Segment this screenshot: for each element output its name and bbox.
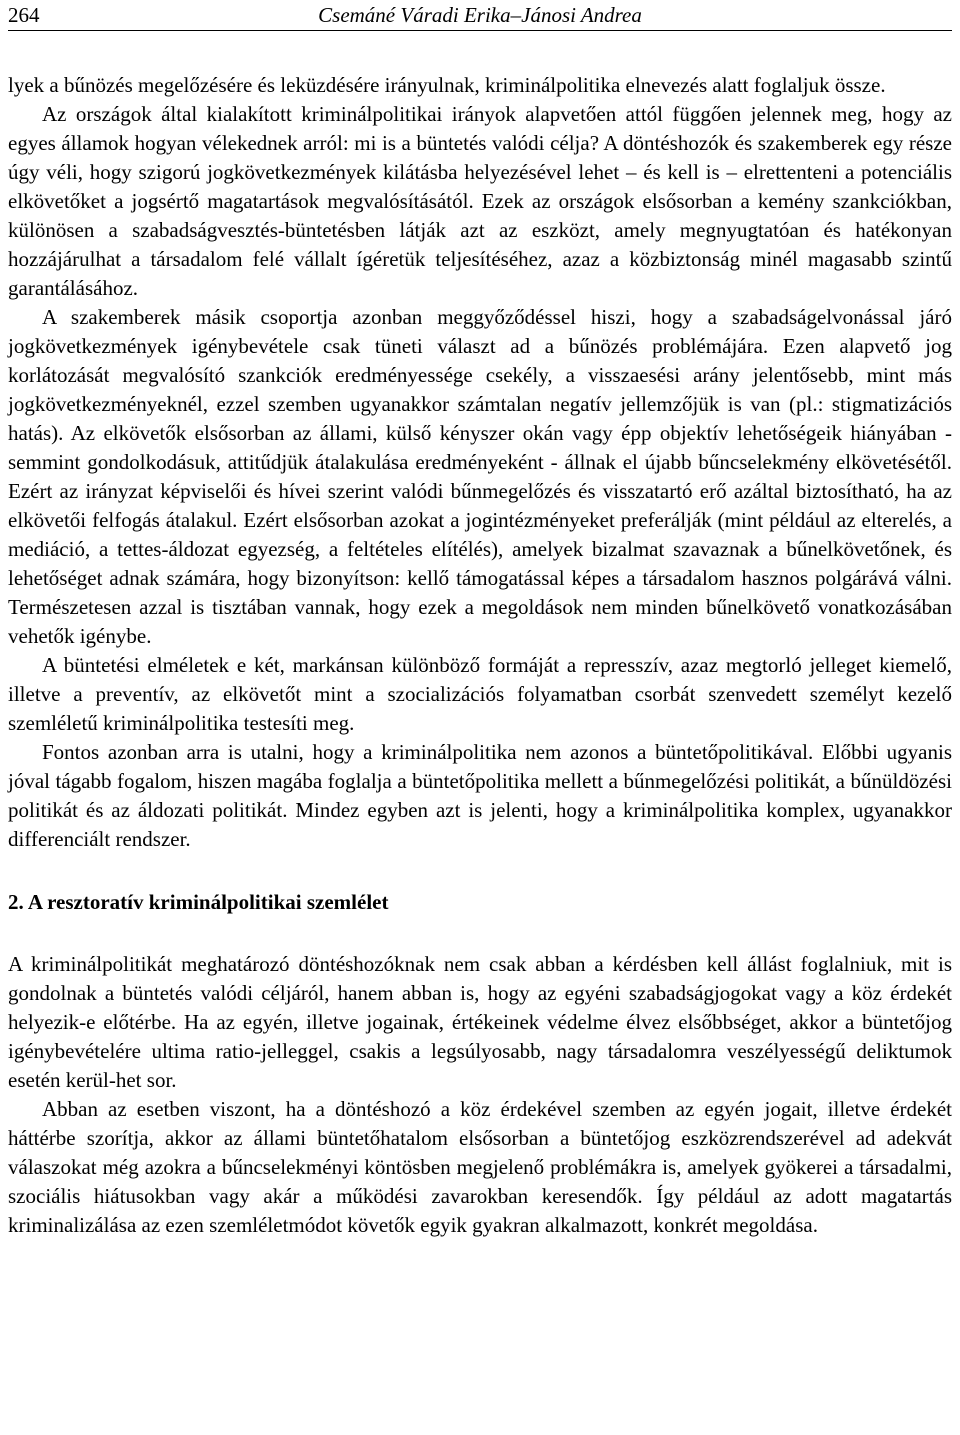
paragraph-4: A büntetési elméletek e két, markánsan különböző formáját a represszív, azaz megtorló jelleget kiemelő, illetve a preventív, az elkövetőt mint a szocializációs folyamatban csorbát szenvedett személyt kezelő szemléletű kriminálpolitika testesíti meg.: [8, 653, 952, 735]
running-title: Csemáné Váradi Erika–Jánosi Andrea: [318, 3, 642, 27]
paragraph-2: Az országok által kialakított kriminálpolitikai irányok alapvetően attól függően jelennek meg, hogy az egyes államok hogyan vélekednek arról: mi is a büntetés valódi célja? A döntéshozók és szakemberek egy része úgy véli, hogy szigorú jogkövetkezmények kilátásba helyezésével lehet – és kell is – elrettenteni a potenciális elkövetőket a jogsértő magatartások megvalósításától. Ezek az országok elsősorban a kemény szankciókban, különösen a szabadságvesztés-büntetésben látják azt az eszközt, amely megnyugtatóan és hatékonyan hozzájárulhat a társadalom felé vállalt ígéretük teljesítéséhez, azaz a közbiztonság minél magasabb szintű garantálásához.: [8, 102, 952, 300]
page-content: [8, 71, 952, 1240]
paragraph-5: Fontos azonban arra is utalni, hogy a kriminálpolitika nem azonos a büntetőpolitikával. Előbbi ugyanis jóval tágabb fogalom, hiszen magába foglalja a büntetőpolitika mellett a bűnmegelőzési politikát, a bűnüldözési politikát és az áldozati politikát. Mindez egyben azt is jelenti, hogy a kriminálpolitika komplex, ugyanakkor differenciált rendszer.: [8, 740, 952, 851]
section-heading: 2. A resztoratív kriminálpolitikai szemlélet: [8, 890, 389, 914]
paragraph-1: lyek a bűnözés megelőzésére és leküzdésére irányulnak, kriminálpolitika elnevezés alatt foglaljuk össze.: [8, 73, 886, 97]
paragraph-7: Abban az esetben viszont, ha a döntéshozó a köz érdekével szemben az egyén jogait, illetve érdekét háttérbe szorítja, akkor az állami büntetőhatalom elsősorban a büntetőjog eszközrendszerével ad adekvát válaszokat még azokra a bűncselekményi köntösben megjelenő problémákra is, amelyek gyökerei a társadalmi, szociális hiátusokban vagy akár a működési zavarokban keresendők. Így például az adott magatartás kriminalizálása az ezen szemléletmódot követők egyik gyakran alkalmazott, konkrét megoldása.: [8, 1097, 952, 1237]
paragraph-3: A szakemberek másik csoportja azonban meggyőződéssel hiszi, hogy a szabadságelvonással járó jogkövetkezmények igénybevétele csak tüneti választ ad a bűnözés problémájára. Ezen alapvető jog korlátozását megvalósító szankciók eredményessége csekély, a visszaesési arány jelentősebb, mint más jogkövetkezményeknél, ezzel szemben ugyanakkor számtalan negatív jellemzőjük is van (pl.: stigmatizációs hatás). Az elkövetők elsősorban az állami, külső kényszer okán vagy épp objektív lehetőségeik hiányában - semmint gondolkodásuk, attitűdjük átalakulása eredményeként - állnak el újabb bűncselekmény elkövetésétől. Ezért az irányzat képviselői és hívei szerint valódi bűnmegelőzés és visszatartó erő azáltal biztosítható, ha az elkövetői felfogás átalakul. Ezért elsősorban azokat a jogintézményeket preferálják (mint például az elterelés, a mediáció, a tettes-áldozat egyezség, a feltételes elítélés), amelyek bizalmat szavaznak a bűnelkövetőnek, és lehetőséget adnak számára, hogy bizonyítson: kellő támogatással képes a társadalom hasznos polgárává válni. Természetesen azzal is tisztában vannak, hogy ezek a megoldások nem minden bűnelkövető vonatkozásában vehetők igénybe.: [8, 305, 952, 648]
paragraph-6: A kriminálpolitikát meghatározó döntéshozóknak nem csak abban a kérdésben kell állást foglalniuk, mit is gondolnak a büntetés valódi céljáról, hanem abban is, hogy az egyéni szabadságjogokat vagy a köz érdekét helyezik-e előtérbe. Ha az egyén, illetve jogainak, értékeinek védelme élvez elsőbbséget, akkor a büntetőjog igénybevételére ultima ratio-jelleggel, csakis a legsúlyosabb, nagy társadalomra veszélyességű deliktumok esetén kerül-het sor.: [8, 952, 952, 1092]
page-header: [8, 2, 952, 31]
page-number: 264: [8, 3, 40, 27]
